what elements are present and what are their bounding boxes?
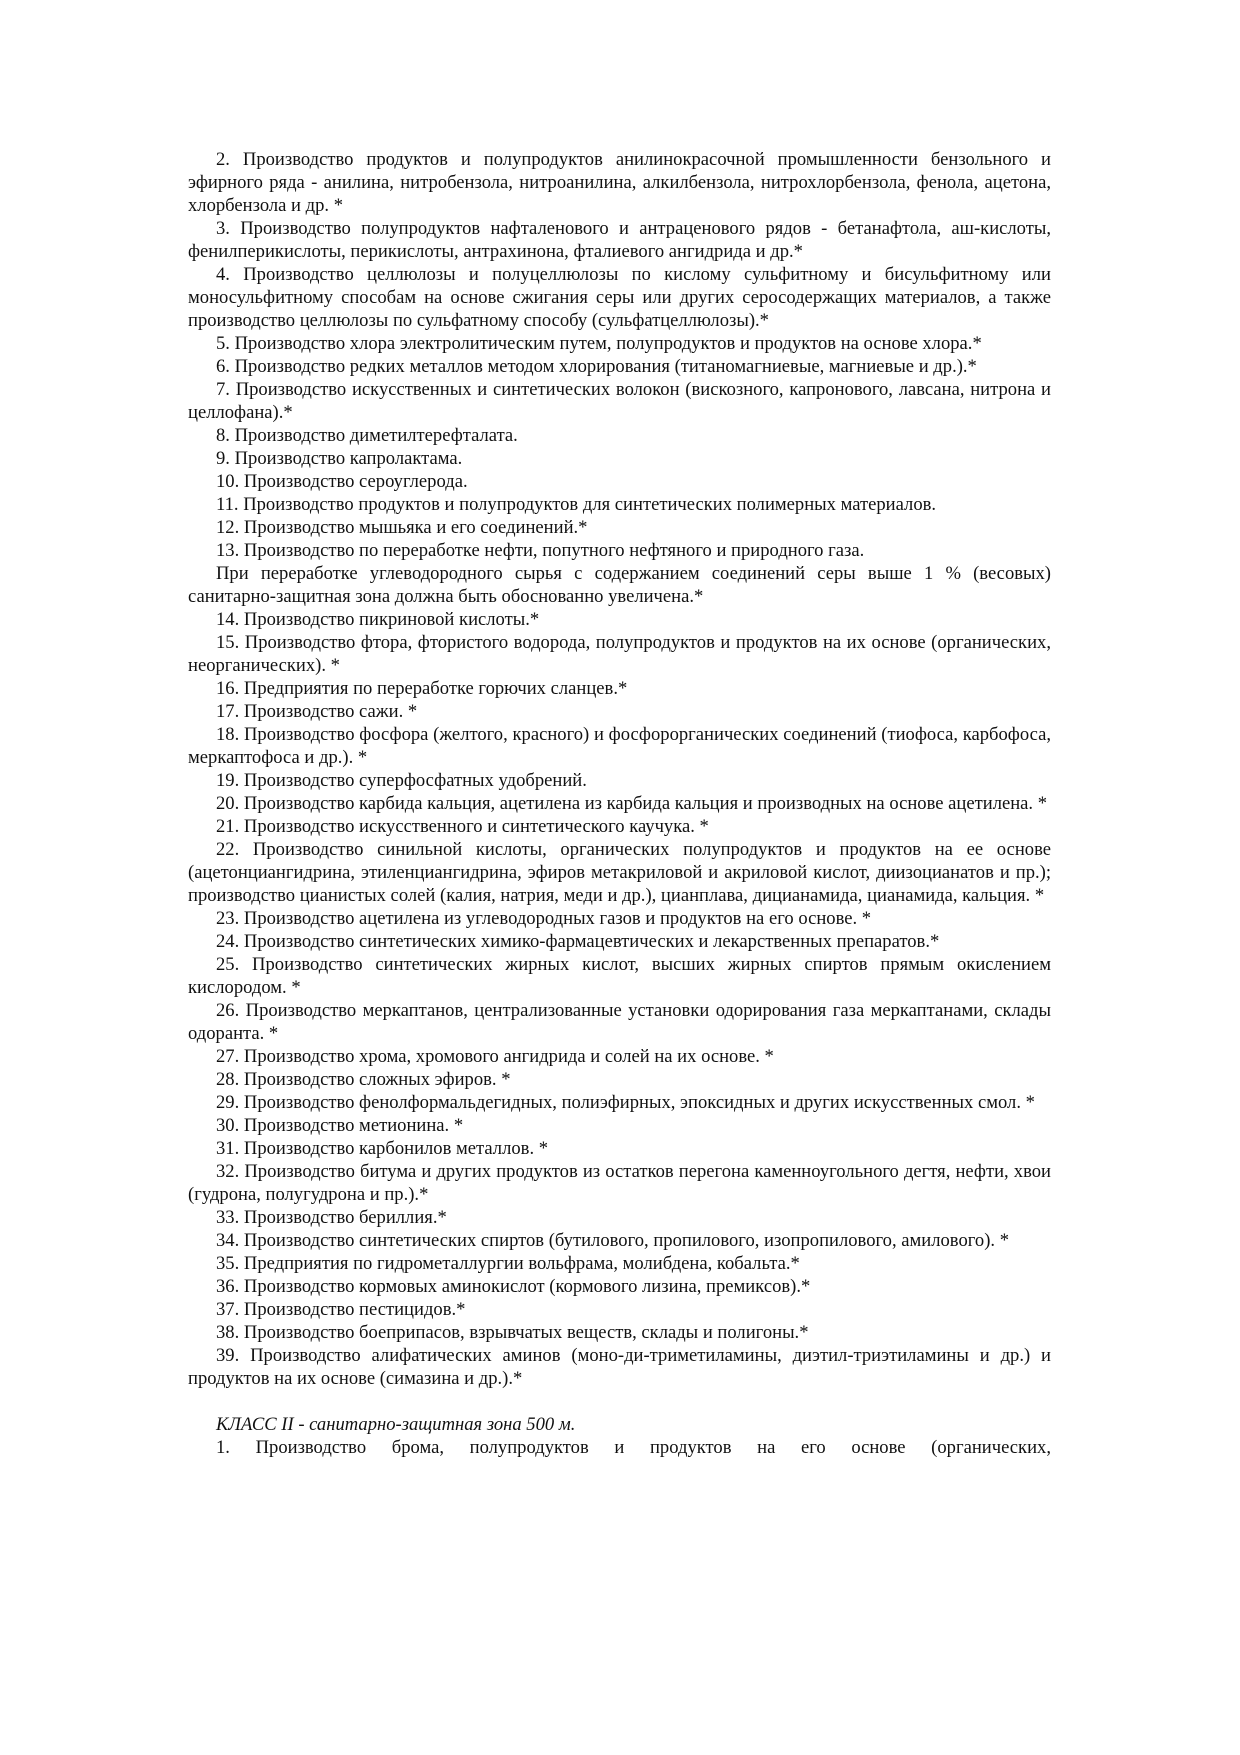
list-item: 11. Производство продуктов и полупродуктов для синтетических полимерных материалов. (216, 494, 937, 515)
document-page (188, 148, 1051, 1459)
list-item: 28. Производство сложных эфиров. * (216, 1069, 511, 1090)
list-item: 25. Производство синтетических жирных кислот, высших жирных спиртов прямым окислением кислородом. * (188, 954, 1051, 998)
list-item: 13. Производство по переработке нефти, попутного нефтяного и природного газа. (216, 540, 865, 561)
list-item-note: При переработке углеводородного сырья с содержанием соединений серы выше 1 % (весовых) санитарно-защитная зона должна быть обоснованно увеличена.* (188, 563, 1051, 607)
list-item: 1. Производство брома, полупродуктов и продуктов на его основе (органических, (216, 1437, 1051, 1458)
list-item: 34. Производство синтетических спиртов (бутилового, пропилового, изопропилового, амилового). * (216, 1230, 1010, 1251)
list-item: 30. Производство метионина. * (216, 1115, 464, 1136)
list-item: 21. Производство искусственного и синтетического каучука. * (216, 816, 709, 837)
list-item: 24. Производство синтетических химико-фармацевтических и лекарственных препаратов.* (216, 931, 940, 952)
list-item: 12. Производство мышьяка и его соединений.* (216, 517, 588, 538)
list-item: 5. Производство хлора электролитическим путем, полупродуктов и продуктов на основе хлора.* (216, 333, 982, 354)
list-item: 32. Производство битума и других продуктов из остатков перегона каменноугольного дегтя, нефти, хвои (гудрона, полугудрона и пр.).* (188, 1161, 1051, 1205)
list-item: 26. Производство меркаптанов, централизованные установки одорирования газа меркаптанами, склады одоранта. * (188, 1000, 1051, 1044)
list-item: 14. Производство пикриновой кислоты.* (216, 609, 540, 630)
list-item: 35. Предприятия по гидрометаллургии вольфрама, молибдена, кобальта.* (216, 1253, 800, 1274)
list-item: 27. Производство хрома, хромового ангидрида и солей на их основе. * (216, 1046, 774, 1067)
list-item: 33. Производство бериллия.* (216, 1207, 447, 1228)
list-item: 20. Производство карбида кальция, ацетилена из карбида кальция и производных на основе ацетилена. * (216, 793, 1048, 814)
list-item: 19. Производство суперфосфатных удобрений. (216, 770, 587, 791)
list-item: 37. Производство пестицидов.* (216, 1299, 466, 1320)
list-item: 4. Производство целлюлозы и полуцеллюлозы по кислому сульфитному и бисульфитному или моносульфитному способам на основе сжигания серы или других серосодержащих материалов, а также производство целлюлозы по сульфатному способу (сульфатцеллюлозы).* (188, 264, 1051, 331)
list-item: 6. Производство редких металлов методом хлорирования (титаномагниевые, магниевые и др.).* (216, 356, 977, 377)
blank-line (188, 1390, 1051, 1413)
list-item: 23. Производство ацетилена из углеводородных газов и продуктов на его основе. * (216, 908, 872, 929)
list-item: 15. Производство фтора, фтористого водорода, полупродуктов и продуктов на их основе (органических, неорганических). * (188, 632, 1051, 676)
list-item: 7. Производство искусственных и синтетических волокон (вискозного, капронового, лавсана, нитрона и целлофана).* (188, 379, 1051, 423)
list-item: 3. Производство полупродуктов нафталенового и антраценового рядов - бетанафтола, аш-кислоты, фенилперикислоты, перикислоты, антрахинона, фталиевого ангидрида и др.* (188, 218, 1051, 262)
list-item: 22. Производство синильной кислоты, органических полупродуктов и продуктов на ее основе (ацетонциангидрина, этиленциангидрина, эфиров метакриловой и акриловой кислот, диизоцианатов и пр.); производство цианистых солей (калия, натрия, меди и др.), цианплава, дицианамида, цианамида, кальция. * (188, 839, 1051, 906)
list-item: 31. Производство карбонилов металлов. * (216, 1138, 549, 1159)
list-item: 29. Производство фенолформальдегидных, полиэфирных, эпоксидных и других искусственных смол. * (216, 1092, 1035, 1113)
list-item: 10. Производство сероуглерода. (216, 471, 468, 492)
list-item: 9. Производство капролактама. (216, 448, 463, 469)
list-item: 38. Производство боеприпасов, взрывчатых веществ, склады и полигоны.* (216, 1322, 809, 1343)
list-item: 2. Производство продуктов и полупродуктов анилинокрасочной промышленности бензольного и эфирного ряда - анилина, нитробензола, нитроанилина, алкилбензола, нитрохлорбензола, фенола, ацетона, хлорбензола и др. * (188, 149, 1051, 216)
list-item: 8. Производство диметилтерефталата. (216, 425, 518, 446)
list-item: 39. Производство алифатических аминов (моно-ди-триметиламины, диэтил-триэтиламины и др.) и продуктов на их основе (симазина и др.).* (188, 1345, 1051, 1389)
list-item: 17. Производство сажи. * (216, 701, 418, 722)
list-item: 18. Производство фосфора (желтого, красного) и фосфорорганических соединений (тиофоса, карбофоса, меркаптофоса и др.). * (188, 724, 1051, 768)
class-heading: КЛАСС II - санитарно-защитная зона 500 м. (216, 1414, 576, 1435)
list-item: 36. Производство кормовых аминокислот (кормового лизина, премиксов).* (216, 1276, 811, 1297)
list-item: 16. Предприятия по переработке горючих сланцев.* (216, 678, 628, 699)
